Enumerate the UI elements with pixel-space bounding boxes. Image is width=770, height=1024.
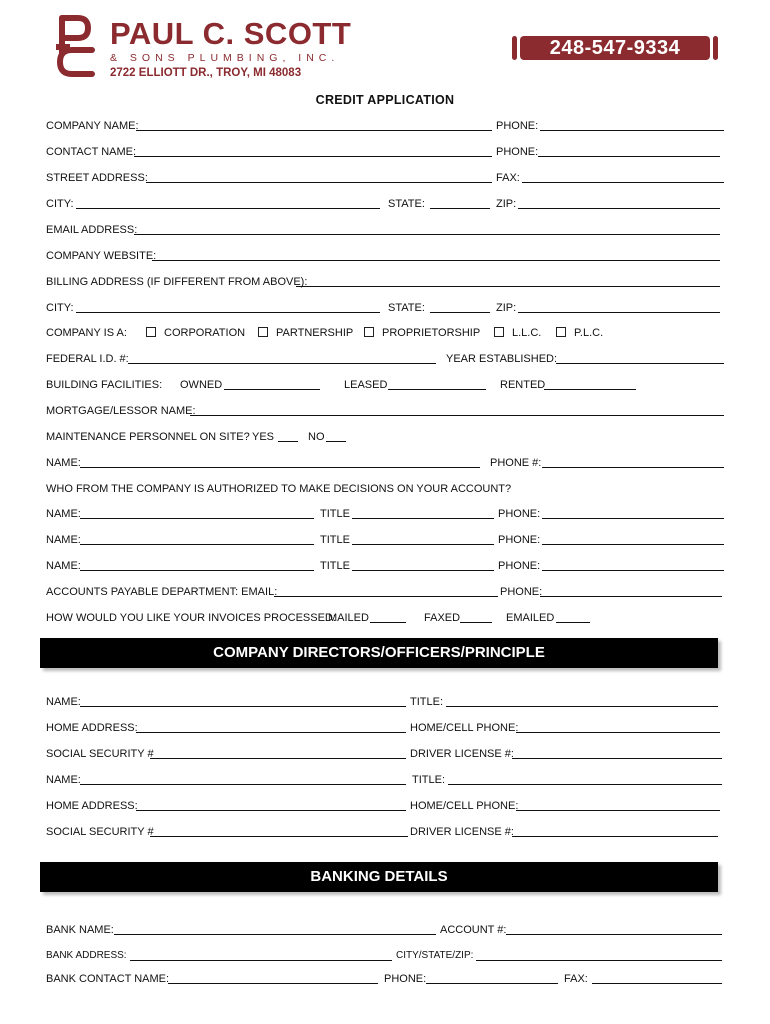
billing-address-label: BILLING ADDRESS (IF DIFFERENT FROM ABOVE):: [46, 276, 308, 288]
ssn-field[interactable]: [150, 826, 408, 837]
checkbox-icon[interactable]: [364, 327, 374, 337]
checkbox-icon[interactable]: [258, 327, 268, 337]
home-address-field[interactable]: [136, 722, 406, 733]
no-label: NO: [308, 431, 325, 443]
leased-label: LEASED: [344, 379, 388, 391]
billing-address-field[interactable]: [296, 276, 720, 287]
company-name-field[interactable]: [136, 120, 492, 131]
bank-contact-label: BANK CONTACT NAME:: [46, 973, 170, 985]
corporation-label: CORPORATION: [164, 327, 246, 339]
home-address-field[interactable]: [136, 800, 406, 811]
home-address-label: HOME ADDRESS:: [46, 800, 138, 812]
driver-license-label: DRIVER LICENSE #:: [410, 826, 514, 838]
auth-phone-field[interactable]: [542, 508, 724, 519]
director-name-field[interactable]: [80, 696, 406, 707]
yes-label: YES: [252, 431, 275, 443]
director-title-label: TITLE:: [410, 696, 444, 708]
year-established-field[interactable]: [556, 353, 724, 364]
city-field[interactable]: [76, 198, 380, 209]
checkbox-icon[interactable]: [556, 327, 566, 337]
company-name: PAUL C. SCOTT: [110, 16, 352, 51]
account-field[interactable]: [506, 924, 722, 935]
billing-zip-field[interactable]: [518, 302, 720, 313]
city-label: CITY:: [46, 198, 74, 210]
ssn-field[interactable]: [150, 748, 406, 759]
owned-field[interactable]: [224, 379, 320, 390]
company-subtitle: & SONS PLUMBING, INC.: [110, 52, 340, 64]
building-label: BUILDING FACILITIES:: [46, 379, 163, 391]
email-field[interactable]: [134, 224, 720, 235]
billing-state-label: STATE:: [388, 302, 425, 314]
bank-contact-field[interactable]: [168, 973, 378, 984]
proprietorship-option[interactable]: [364, 327, 480, 339]
city-state-zip-field[interactable]: [476, 950, 722, 961]
auth-phone-label: PHONE:: [498, 534, 541, 546]
ap-phone-label: PHONE:: [500, 586, 543, 598]
auth-name-label: NAME:: [46, 508, 81, 520]
directors-heading: COMPANY DIRECTORS/OFFICERS/PRINCIPLE: [40, 638, 718, 668]
banking-section-header: [40, 862, 722, 896]
contact-name-field[interactable]: [134, 146, 492, 157]
home-cell-phone-field[interactable]: [516, 800, 720, 811]
phone-bracket-right: [713, 36, 718, 60]
who-authorized-label: WHO FROM THE COMPANY IS AUTHORIZED TO MAKE DECISIONS ON YOUR ACCOUNT?: [46, 483, 512, 495]
home-cell-phone-label: HOME/CELL PHONE:: [410, 800, 519, 812]
banking-heading: BANKING DETAILS: [40, 862, 718, 892]
mortgage-field[interactable]: [190, 405, 724, 416]
auth-name-label: NAME:: [46, 534, 81, 546]
zip-field[interactable]: [518, 198, 720, 209]
zip-label: ZIP:: [496, 198, 517, 210]
street-address-field[interactable]: [146, 172, 492, 183]
director-name-field[interactable]: [80, 774, 406, 785]
ssn-label: SOCIAL SECURITY #: [46, 826, 154, 838]
bank-phone-label: PHONE:: [384, 973, 427, 985]
plc-label: P.L.C.: [574, 327, 604, 339]
bank-name-field[interactable]: [114, 924, 436, 935]
year-established-label: YEAR ESTABLISHED:: [446, 353, 558, 365]
contact-phone-label: PHONE:: [496, 146, 539, 158]
home-cell-phone-label: HOME/CELL PHONE:: [410, 722, 519, 734]
ssn-label: SOCIAL SECURITY #: [46, 748, 154, 760]
mailed-label: MAILED: [328, 612, 369, 624]
state-label: STATE:: [388, 198, 425, 210]
emailed-field[interactable]: [556, 612, 590, 623]
partnership-option[interactable]: [258, 327, 353, 339]
company-address: 2722 ELLIOTT DR., TROY, MI 48083: [110, 67, 302, 79]
ap-phone-field[interactable]: [540, 586, 722, 597]
invoices-label: HOW WOULD YOU LIKE YOUR INVOICES PROCESSED:: [46, 612, 336, 624]
state-field[interactable]: [430, 198, 490, 209]
auth-name-label: NAME:: [46, 560, 81, 572]
corporation-option[interactable]: [146, 327, 245, 339]
auth-name-field[interactable]: [80, 560, 314, 571]
faxed-label: FAXED: [424, 612, 461, 624]
llc-option[interactable]: [494, 327, 541, 339]
contact-name-label: CONTACT NAME:: [46, 146, 137, 158]
home-cell-phone-field[interactable]: [516, 722, 720, 733]
auth-title-label: TITLE: [320, 508, 350, 520]
checkbox-icon[interactable]: [494, 327, 504, 337]
leased-field[interactable]: [388, 379, 486, 390]
fax-field[interactable]: [522, 172, 724, 183]
auth-phone-field[interactable]: [542, 534, 724, 545]
yes-field[interactable]: [278, 431, 298, 442]
driver-license-field[interactable]: [512, 826, 718, 837]
auth-title-label: TITLE: [320, 534, 350, 546]
federal-id-label: FEDERAL I.D. #:: [46, 353, 129, 365]
phone-banner: [512, 36, 718, 62]
account-label: ACCOUNT #:: [440, 924, 507, 936]
checkbox-icon[interactable]: [146, 327, 156, 337]
owned-label: OWNED: [180, 379, 223, 391]
form-title: CREDIT APPLICATION: [315, 93, 455, 107]
auth-title-field[interactable]: [352, 534, 494, 545]
llc-label: L.L.C.: [512, 327, 542, 339]
bank-address-field[interactable]: [130, 950, 392, 961]
company-name-label: COMPANY NAME:: [46, 120, 139, 132]
bank-phone-field[interactable]: [426, 973, 558, 984]
director-title-field[interactable]: [446, 696, 718, 707]
email-label: EMAIL ADDRESS:: [46, 224, 138, 236]
billing-city-label: CITY:: [46, 302, 74, 314]
phone-bracket-left: [512, 36, 517, 60]
director-name-label: NAME:: [46, 774, 81, 786]
driver-license-field[interactable]: [512, 748, 722, 759]
website-field[interactable]: [152, 250, 720, 261]
auth-name-field[interactable]: [80, 534, 314, 545]
directors-section-header: [40, 638, 722, 672]
billing-zip-label: ZIP:: [496, 302, 517, 314]
phone-label: PHONE:: [496, 120, 539, 132]
federal-id-field[interactable]: [128, 353, 436, 364]
company-type-label: COMPANY IS A:: [46, 327, 127, 339]
website-label: COMPANY WEBSITE:: [46, 250, 157, 262]
pcs-logo-icon: [48, 14, 106, 80]
director-title-field[interactable]: [448, 774, 722, 785]
contact-phone-field[interactable]: [538, 146, 720, 157]
director-name-label: NAME:: [46, 696, 81, 708]
name-label: NAME:: [46, 457, 81, 469]
fax-label: FAX:: [496, 172, 520, 184]
bank-fax-label: FAX:: [564, 973, 588, 985]
home-address-label: HOME ADDRESS:: [46, 722, 138, 734]
plc-option[interactable]: [556, 327, 603, 339]
proprietorship-label: PROPRIETORSHIP: [382, 327, 481, 339]
ap-email-field[interactable]: [274, 586, 498, 597]
billing-state-field[interactable]: [430, 302, 490, 313]
bank-fax-field[interactable]: [592, 973, 722, 984]
auth-title-field[interactable]: [352, 508, 494, 519]
street-address-label: STREET ADDRESS:: [46, 172, 148, 184]
auth-phone-label: PHONE:: [498, 508, 541, 520]
auth-title-field[interactable]: [352, 560, 494, 571]
company-logo: [48, 12, 352, 80]
faxed-field[interactable]: [460, 612, 492, 623]
bank-name-label: BANK NAME:: [46, 924, 114, 936]
phone-num-label: PHONE #:: [490, 457, 542, 469]
partnership-label: PARTNERSHIP: [276, 327, 354, 339]
phone-field[interactable]: [540, 120, 724, 131]
rented-label: RENTED: [500, 379, 546, 391]
emailed-label: EMAILED: [506, 612, 555, 624]
phone-num-field[interactable]: [542, 457, 724, 468]
director-title-label: TITLE:: [412, 774, 446, 786]
mailed-field[interactable]: [370, 612, 406, 623]
rented-field[interactable]: [544, 379, 636, 390]
ap-email-label: ACCOUNTS PAYABLE DEPARTMENT: EMAIL:: [46, 586, 278, 598]
name-field[interactable]: [80, 457, 480, 468]
mortgage-label: MORTGAGE/LESSOR NAME:: [46, 405, 196, 417]
company-phone: 248-547-9334: [520, 36, 710, 60]
billing-city-field[interactable]: [76, 302, 380, 313]
driver-license-label: DRIVER LICENSE #:: [410, 748, 514, 760]
maintenance-label: MAINTENANCE PERSONNEL ON SITE?: [46, 431, 250, 443]
auth-phone-field[interactable]: [542, 560, 724, 571]
auth-phone-label: PHONE:: [498, 560, 541, 572]
auth-title-label: TITLE: [320, 560, 350, 572]
no-field[interactable]: [326, 431, 346, 442]
city-state-zip-label: CITY/STATE/ZIP:: [396, 950, 474, 961]
bank-address-label: BANK ADDRESS:: [46, 950, 127, 961]
auth-name-field[interactable]: [80, 508, 314, 519]
